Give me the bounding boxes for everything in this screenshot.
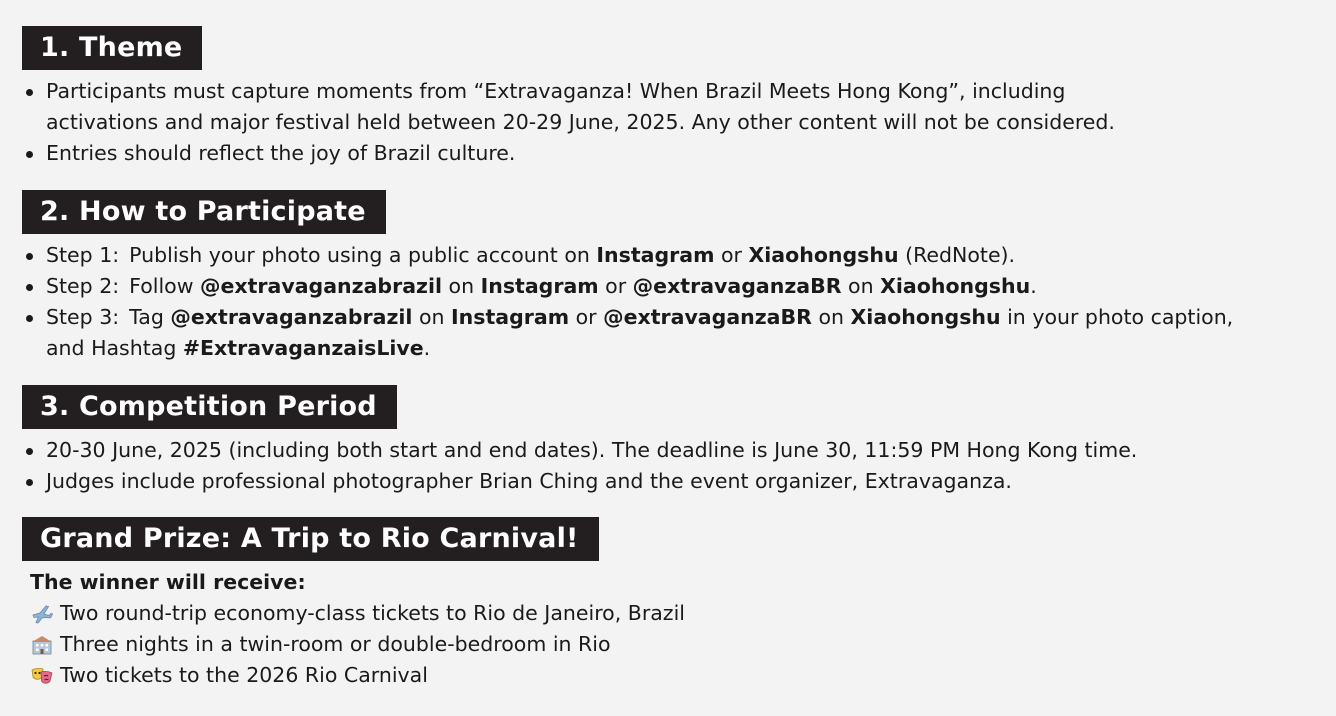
carnival-mask-icon — [30, 664, 54, 688]
participate-step-list — [22, 240, 1233, 364]
step-text: . — [1030, 274, 1037, 298]
theme-bullet — [22, 76, 1115, 138]
step-text: or — [714, 243, 749, 267]
prize-item — [30, 629, 685, 660]
prize-item — [30, 598, 685, 629]
step-text: on — [841, 274, 881, 298]
step-text: Publish your photo using a public account on — [129, 243, 597, 267]
handle-xiaohongshu: @extravaganzaBR — [632, 274, 842, 298]
airplane-icon — [30, 602, 54, 626]
step-text: and Hashtag — [46, 336, 183, 360]
period-bullet: Judges include professional photographer Brian Ching and the event organizer, Extravaganza. — [22, 466, 1137, 497]
theme-bullet-line: Participants must capture moments from “Extravaganza! When Brazil Meets Hong Kong”, including — [46, 79, 1066, 103]
handle-instagram: @extravaganzabrazil — [199, 274, 443, 298]
step-text: Follow — [129, 274, 200, 298]
theme-bullet — [22, 138, 1115, 169]
platform-xiaohongshu: Xiaohongshu — [880, 274, 1031, 298]
prize-header: Grand Prize: A Trip to Rio Carnival! — [22, 517, 599, 561]
hashtag: #ExtravaganzaisLive — [182, 336, 424, 360]
platform-xiaohongshu: Xiaohongshu — [748, 243, 899, 267]
theme-header: 1. Theme — [22, 26, 202, 70]
theme-bullet-line: activations and major festival held between 20-29 June, 2025. Any other content will not be considered. — [46, 110, 1115, 134]
hotel-icon — [30, 633, 54, 657]
period-bullet: 20-30 June, 2025 (including both start and end dates). The deadline is June 30, 11:59 PM Hong Kong time. — [22, 435, 1137, 466]
platform-instagram: Instagram — [451, 305, 570, 329]
platform-instagram: Instagram — [480, 274, 599, 298]
step-text: on — [442, 274, 481, 298]
step-text: Tag — [129, 305, 171, 329]
step-label: Step 1: — [46, 243, 120, 267]
step-text: on — [811, 305, 851, 329]
handle-instagram: @extravaganzabrazil — [170, 305, 413, 329]
prize-intro: The winner will receive: — [30, 570, 306, 594]
prize-item-text: Two round-trip economy-class tickets to Rio de Janeiro, Brazil — [60, 601, 685, 625]
step-text: or — [569, 305, 604, 329]
step-text: . — [423, 336, 431, 360]
step-label: Step 3: — [46, 305, 120, 329]
handle-xiaohongshu: @extravaganzaBR — [603, 305, 812, 329]
platform-xiaohongshu: Xiaohongshu — [850, 305, 1001, 329]
participate-header: 2. How to Participate — [22, 190, 386, 234]
step-1 — [22, 240, 1233, 271]
theme-bullet-line: Entries should reflect the joy of Brazil culture. — [46, 141, 516, 165]
prize-item — [30, 660, 685, 691]
platform-instagram: Instagram — [596, 243, 715, 267]
theme-bullet-list — [22, 76, 1115, 169]
prize-item-text: Three nights in a twin-room or double-bedroom in Rio — [60, 632, 611, 656]
step-text: in your photo caption, — [1000, 305, 1234, 329]
step-3 — [22, 302, 1233, 364]
step-text: on — [412, 305, 452, 329]
step-text: or — [598, 274, 633, 298]
period-bullet-list — [22, 435, 1137, 497]
step-label: Step 2: — [46, 274, 120, 298]
prize-item-text: Two tickets to the 2026 Rio Carnival — [60, 663, 428, 687]
period-header: 3. Competition Period — [22, 385, 397, 429]
step-2 — [22, 271, 1233, 302]
prize-list — [30, 598, 685, 691]
step-text: (RedNote). — [898, 243, 1016, 267]
